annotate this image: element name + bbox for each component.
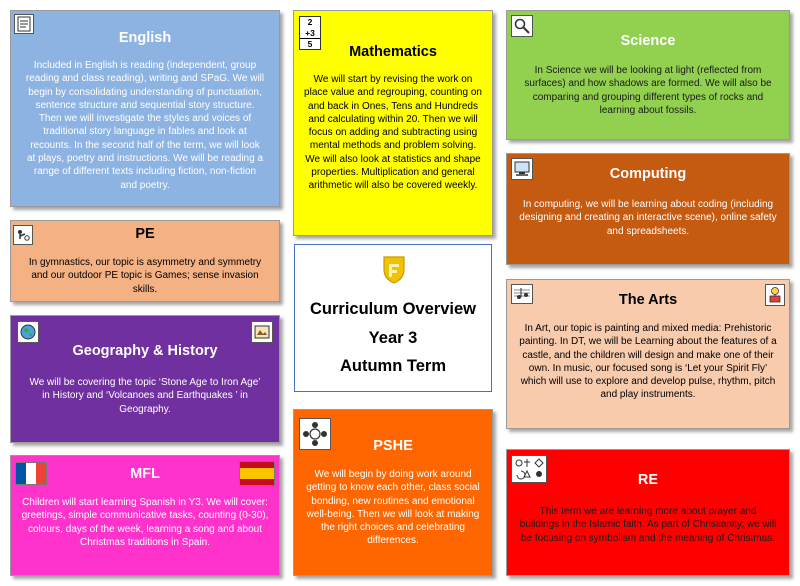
re-title: RE xyxy=(637,472,659,488)
geography-history-title: Geography & History xyxy=(72,343,218,359)
computing-text: In computing, we will be learning about coding (including designing and creating an interactive scene), online safety and spreadsheets. xyxy=(519,199,777,237)
curriculum-overview-card xyxy=(294,244,492,392)
pshe-text: We will begin by doing work around getting to know each other, class social bonding, new routines and emotional well-being. Then we will look at making the right choices and celebrating differences. xyxy=(306,469,480,547)
arts-text: In Art, our topic is painting and mixed media: Prehistoric painting. In DT, we will be Learning about the features of a castle, and the children will design and make one of their own. In music, our focused song is ‘Let your Spirit Fly’ which will use to explore and develop pulse, rhythm, pitch and play instruments. xyxy=(519,323,777,401)
mfl-text: Children will start learning Spanish in Y3. We will cover: greetings, simple communicative tasks, counting (0-30), colours, days of the week, learning a song and about Christmas traditions in Spain. xyxy=(21,497,269,548)
pshe-panel xyxy=(293,409,493,576)
pe-text: In gymnastics, our topic is asymmetry and symmetry and our outdoor PE topic is Games; sense invasion skills. xyxy=(28,257,262,295)
science-text: In Science we will be looking at light (reflected from surfaces) and how shadows are formed. We will also be comparing and grouping different types of rocks and learning about fossils. xyxy=(524,65,772,116)
english-title: English xyxy=(118,30,172,46)
computing-panel xyxy=(506,153,790,265)
mfl-panel xyxy=(10,455,280,576)
mathematics-text: We will start by revising the work on place value and regrouping, counting on and back in Ones, Tens and Hundreds and calculating within 20. Then we will focus on adding and subtracting using mental methods and problem solving. We will also look at statistics and shape properties. Multiplication and general arithmetic will also be covered weekly. xyxy=(304,74,482,192)
year-label: Year 3 xyxy=(368,329,418,347)
history-icon xyxy=(251,321,273,343)
sum-icon: 2 +3 5 xyxy=(299,16,321,50)
english-panel xyxy=(10,10,280,207)
geography-history-text: We will be covering the topic ‘Stone Age to Iron Age’ in History and ‘Volcanoes and Earthquakes ’ in Geography. xyxy=(29,377,261,415)
globe-icon xyxy=(17,321,39,343)
pe-panel xyxy=(10,220,280,302)
science-title: Science xyxy=(620,33,676,49)
mathematics-panel xyxy=(293,10,493,236)
re-panel xyxy=(506,449,790,576)
re-text: This term we are learning more about prayer and buildings in the Islamic faith. As part of Christianity, we will be focusing on symbolism and the meaning of Christmas. xyxy=(519,506,777,544)
mfl-title: MFL xyxy=(130,466,160,482)
computing-title: Computing xyxy=(609,166,687,182)
english-text: Included in English is reading (independent, group reading and class reading), writing and SPaG. We will begin by consolidating understanding of punctuation, sentence structure and sequential story structure. Then we will investigate the styles and voices of traditional story language in fables and look at recounts. In the second half of the term, we will look at plays, poetry and instructions. We will be reading a range of different texts including fiction, non-fiction and poetry. xyxy=(25,60,265,191)
pshe-title: PSHE xyxy=(373,438,413,454)
overview-title: Curriculum Overview xyxy=(310,300,476,318)
science-panel xyxy=(506,10,790,140)
school-crest-icon xyxy=(382,255,406,285)
geography-history-panel xyxy=(10,315,280,443)
arts-panel xyxy=(506,279,790,429)
pe-title: PE xyxy=(135,226,155,242)
term-label: Autumn Term xyxy=(339,357,447,375)
arts-title: The Arts xyxy=(618,292,678,308)
mathematics-title: Mathematics xyxy=(349,44,437,60)
